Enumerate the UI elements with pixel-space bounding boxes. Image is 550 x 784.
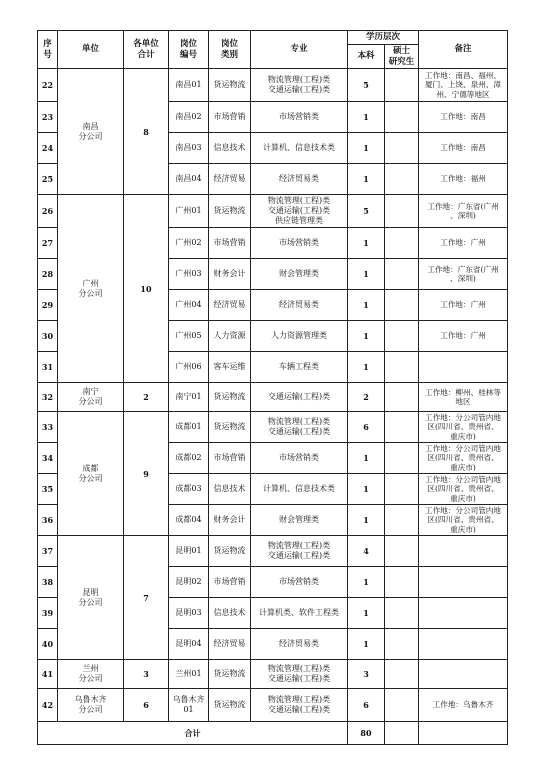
remark-cell: 工作地：广东省(广州 、深圳): [419, 195, 508, 228]
position-category: 货运物流: [209, 195, 251, 228]
remark-cell: [419, 660, 508, 689]
row-seq: 37: [38, 536, 58, 567]
position-code: 成都03: [169, 474, 209, 505]
major-cell: 物流管理(工程)类 交通运输(工程)类: [251, 660, 348, 689]
major-cell: 市场营销类: [251, 443, 348, 474]
row-seq: 24: [38, 133, 58, 164]
major-cell: 财会管理类: [251, 259, 348, 290]
row-seq: 33: [38, 412, 58, 443]
total-row: [38, 722, 508, 745]
position-code: 成都01: [169, 412, 209, 443]
master-count: [385, 228, 419, 259]
header-seq: 序 号: [38, 31, 58, 69]
remark-cell: 工作地：广州: [419, 321, 508, 352]
major-cell: 市场营销类: [251, 567, 348, 598]
position-category: 财务会计: [209, 505, 251, 536]
remark-cell: [419, 629, 508, 660]
remark-cell: 工作地：乌鲁木齐: [419, 689, 508, 722]
unit-name: 南宁 分公司: [58, 383, 124, 412]
position-category: 货运物流: [209, 660, 251, 689]
master-count: [385, 689, 419, 722]
master-count: [385, 383, 419, 412]
unit-name: 昆明 分公司: [58, 536, 124, 660]
position-category: 货运物流: [209, 383, 251, 412]
remark-cell: 工作地：南昌: [419, 133, 508, 164]
major-cell: 经济贸易类: [251, 629, 348, 660]
master-count: [385, 474, 419, 505]
row-seq: 40: [38, 629, 58, 660]
row-seq: 29: [38, 290, 58, 321]
major-cell: 市场营销类: [251, 228, 348, 259]
row-seq: 30: [38, 321, 58, 352]
remark-cell: [419, 352, 508, 383]
bachelor-count: 1: [348, 443, 385, 474]
bachelor-count: 1: [348, 259, 385, 290]
major-cell: 市场营销类: [251, 102, 348, 133]
header-education: 学历层次: [348, 31, 419, 45]
bachelor-count: 1: [348, 352, 385, 383]
position-category: 人力资源: [209, 321, 251, 352]
master-count: [385, 598, 419, 629]
master-count: [385, 290, 419, 321]
position-category: 货运物流: [209, 689, 251, 722]
position-category: 经济贸易: [209, 164, 251, 195]
remark-cell: 工作地：福州: [419, 164, 508, 195]
position-code: 南宁01: [169, 383, 209, 412]
position-category: 信息技术: [209, 474, 251, 505]
table-row: [38, 689, 508, 722]
unit-name: 广州 分公司: [58, 195, 124, 383]
bachelor-count: 6: [348, 412, 385, 443]
table-row: [38, 412, 508, 443]
row-seq: 38: [38, 567, 58, 598]
position-code: 成都02: [169, 443, 209, 474]
bachelor-count: 1: [348, 164, 385, 195]
bachelor-count: 1: [348, 598, 385, 629]
position-code: 广州06: [169, 352, 209, 383]
remark-cell: 工作地：广州: [419, 290, 508, 321]
master-count: [385, 133, 419, 164]
total-value: 80: [348, 722, 385, 745]
master-count: [385, 259, 419, 290]
remark-cell: [419, 598, 508, 629]
row-seq: 34: [38, 443, 58, 474]
bachelor-count: 6: [348, 689, 385, 722]
position-code: 广州01: [169, 195, 209, 228]
row-seq: 41: [38, 660, 58, 689]
position-category: 经济贸易: [209, 629, 251, 660]
remark-cell: 工作地：分公司管内地 区(四川省、贵州省、 重庆市): [419, 443, 508, 474]
master-count: [385, 660, 419, 689]
position-code: 昆明03: [169, 598, 209, 629]
position-category: 市场营销: [209, 228, 251, 259]
row-seq: 22: [38, 69, 58, 102]
position-code: 昆明04: [169, 629, 209, 660]
position-code: 南昌04: [169, 164, 209, 195]
position-code: 昆明01: [169, 536, 209, 567]
unit-total: 6: [124, 689, 169, 722]
position-code: 成都04: [169, 505, 209, 536]
master-count: [385, 505, 419, 536]
position-category: 货运物流: [209, 412, 251, 443]
unit-name: 成都 分公司: [58, 412, 124, 536]
position-category: 市场营销: [209, 567, 251, 598]
remark-cell: 工作地：南昌、福州、 厦门、上饶、泉州、漳 州、宁德等地区: [419, 69, 508, 102]
bachelor-count: 1: [348, 133, 385, 164]
row-seq: 27: [38, 228, 58, 259]
unit-total: 7: [124, 536, 169, 660]
position-category: 货运物流: [209, 69, 251, 102]
position-code: 广州05: [169, 321, 209, 352]
table-row: [38, 69, 508, 102]
header-remark: 备注: [419, 31, 508, 69]
remark-cell: [419, 536, 508, 567]
bachelor-count: 3: [348, 660, 385, 689]
total-remark: [419, 722, 508, 745]
position-category: 货运物流: [209, 536, 251, 567]
major-cell: 计算机、信息技术类: [251, 133, 348, 164]
header-major: 专业: [251, 31, 348, 69]
row-seq: 39: [38, 598, 58, 629]
major-cell: 人力资源管理类: [251, 321, 348, 352]
position-category: 经济贸易: [209, 290, 251, 321]
unit-total: 8: [124, 69, 169, 195]
major-cell: 物流管理(工程)类 交通运输(工程)类: [251, 412, 348, 443]
master-count: [385, 629, 419, 660]
bachelor-count: 1: [348, 629, 385, 660]
recruitment-table: [37, 30, 508, 745]
position-code: 南昌01: [169, 69, 209, 102]
row-seq: 31: [38, 352, 58, 383]
table-row: [38, 660, 508, 689]
bachelor-count: 1: [348, 102, 385, 133]
row-seq: 25: [38, 164, 58, 195]
master-count: [385, 536, 419, 567]
header-master: 硕士 研究生: [385, 45, 419, 69]
row-seq: 26: [38, 195, 58, 228]
header-unit: 单位: [58, 31, 124, 69]
unit-name: 兰州 分公司: [58, 660, 124, 689]
remark-cell: 工作地：柳州、桂林等 地区: [419, 383, 508, 412]
bachelor-count: 1: [348, 474, 385, 505]
remark-cell: 工作地：广东省(广州 、深圳): [419, 259, 508, 290]
major-cell: 物流管理(工程)类 交通运输(工程)类 供应链管理类: [251, 195, 348, 228]
major-cell: 物流管理(工程)类 交通运输(工程)类: [251, 689, 348, 722]
master-count: [385, 567, 419, 598]
unit-total: 9: [124, 412, 169, 536]
row-seq: 35: [38, 474, 58, 505]
position-code: 南昌02: [169, 102, 209, 133]
major-cell: 计算机类、软件工程类: [251, 598, 348, 629]
position-code: 南昌03: [169, 133, 209, 164]
bachelor-count: 5: [348, 69, 385, 102]
major-cell: 计算机、信息技术类: [251, 474, 348, 505]
header-bachelor: 本科: [348, 45, 385, 69]
unit-total: 3: [124, 660, 169, 689]
bachelor-count: 4: [348, 536, 385, 567]
master-count: [385, 352, 419, 383]
position-code: 昆明02: [169, 567, 209, 598]
master-count: [385, 443, 419, 474]
major-cell: 经济贸易类: [251, 164, 348, 195]
table-row: [38, 383, 508, 412]
major-cell: 物流管理(工程)类 交通运输(工程)类: [251, 69, 348, 102]
position-category: 信息技术: [209, 133, 251, 164]
master-count: [385, 195, 419, 228]
unit-total: 2: [124, 383, 169, 412]
position-category: 市场营销: [209, 102, 251, 133]
position-category: 财务会计: [209, 259, 251, 290]
master-count: [385, 321, 419, 352]
major-cell: 车辆工程类: [251, 352, 348, 383]
total-master: [385, 722, 419, 745]
header-unit-total: 各单位 合计: [124, 31, 169, 69]
bachelor-count: 2: [348, 383, 385, 412]
bachelor-count: 5: [348, 195, 385, 228]
remark-cell: 工作地：分公司管内地 区(四川省、贵州省、 重庆市): [419, 474, 508, 505]
bachelor-count: 1: [348, 505, 385, 536]
remark-cell: 工作地：分公司管内地 区(四川省、贵州省、 重庆市): [419, 505, 508, 536]
major-cell: 经济贸易类: [251, 290, 348, 321]
table-body: [38, 69, 508, 722]
remark-cell: 工作地：分公司管内地 区(四川省、贵州省、 重庆市): [419, 412, 508, 443]
remark-cell: 工作地：南昌: [419, 102, 508, 133]
major-cell: 物流管理(工程)类 交通运输(工程)类: [251, 536, 348, 567]
remark-cell: [419, 567, 508, 598]
unit-name: 乌鲁木齐 分公司: [58, 689, 124, 722]
master-count: [385, 69, 419, 102]
position-code: 广州02: [169, 228, 209, 259]
unit-name: 南昌 分公司: [58, 69, 124, 195]
position-category: 信息技术: [209, 598, 251, 629]
unit-total: 10: [124, 195, 169, 383]
position-code: 广州04: [169, 290, 209, 321]
bachelor-count: 1: [348, 290, 385, 321]
total-label: 合计: [38, 722, 348, 745]
bachelor-count: 1: [348, 567, 385, 598]
position-code: 乌鲁木齐 01: [169, 689, 209, 722]
major-cell: 财会管理类: [251, 505, 348, 536]
master-count: [385, 102, 419, 133]
bachelor-count: 1: [348, 228, 385, 259]
position-code: 广州03: [169, 259, 209, 290]
position-category: 客车运维: [209, 352, 251, 383]
header-position-code: 岗位 编号: [169, 31, 209, 69]
row-seq: 32: [38, 383, 58, 412]
bachelor-count: 1: [348, 321, 385, 352]
table-row: [38, 195, 508, 228]
major-cell: 交通运输(工程)类: [251, 383, 348, 412]
row-seq: 23: [38, 102, 58, 133]
remark-cell: 工作地：广州: [419, 228, 508, 259]
row-seq: 36: [38, 505, 58, 536]
row-seq: 42: [38, 689, 58, 722]
position-category: 市场营销: [209, 443, 251, 474]
row-seq: 28: [38, 259, 58, 290]
position-code: 兰州01: [169, 660, 209, 689]
header-position-category: 岗位 类别: [209, 31, 251, 69]
master-count: [385, 412, 419, 443]
table-row: [38, 536, 508, 567]
master-count: [385, 164, 419, 195]
